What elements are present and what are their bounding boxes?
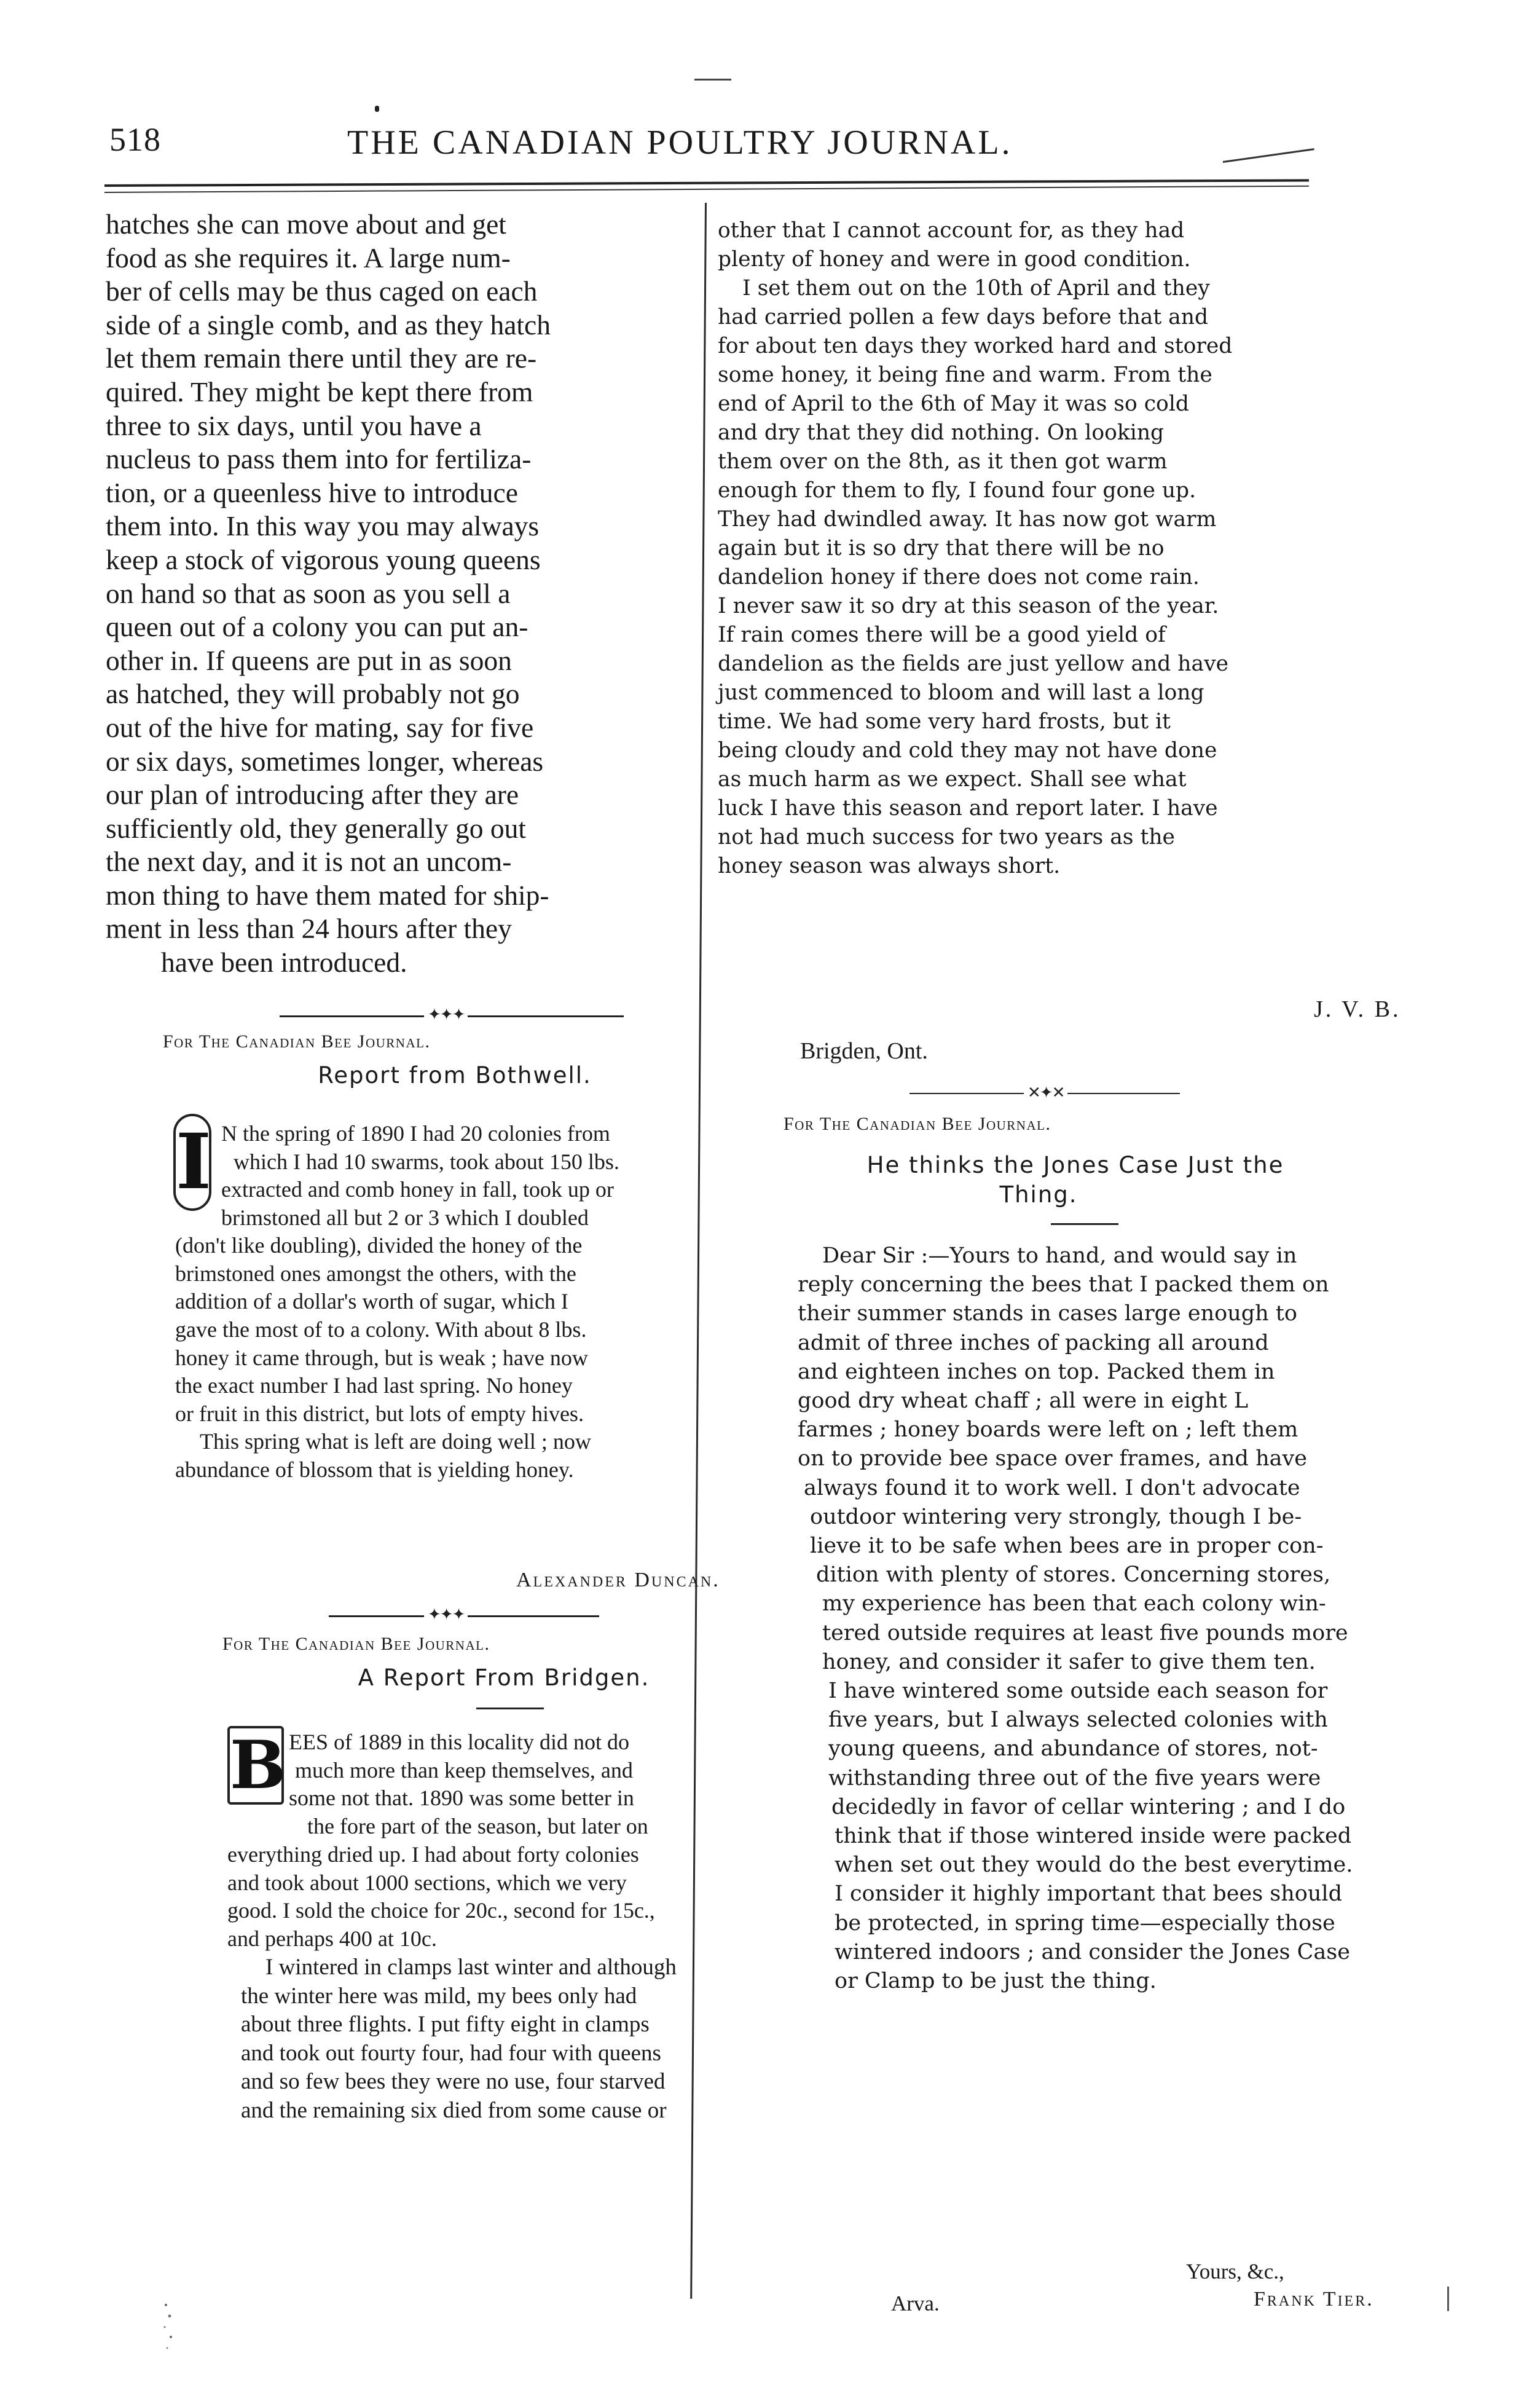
text-line: as much harm as we expect. Shall see what xyxy=(718,767,1187,792)
text-line: on hand so that as soon as you sell a xyxy=(106,577,511,609)
text-line: or six days, sometimes longer, whereas xyxy=(106,745,544,777)
ink-speck-marks xyxy=(159,2299,177,2354)
text-line: be protected, in spring time—especially those xyxy=(835,1910,1335,1936)
text-line: which I had 10 swarms, took about 150 lbs. xyxy=(234,1149,619,1174)
text-line: and perhaps 400 at 10c. xyxy=(227,1926,437,1951)
header-dot xyxy=(375,106,379,112)
article3-text xyxy=(798,1242,1412,1996)
text-line: EES of 1889 in this locality did not do xyxy=(289,1730,629,1754)
text-line: lieve it to be safe when bees are in proper con- xyxy=(810,1534,1324,1559)
text-line: enough for them to fly, I found four gone up. xyxy=(718,478,1196,503)
dateline-place: Brigden, Ont. xyxy=(800,1038,928,1064)
text-line: ber of cells may be thus caged on each xyxy=(106,275,538,307)
article-title: Report from Bothwell. xyxy=(318,1062,592,1089)
text-line: and the remaining six died from some cause or xyxy=(241,2097,667,2123)
text-line: abundance of blossom that is yielding honey. xyxy=(175,1457,574,1482)
text-line: think that if those wintered inside were packed xyxy=(835,1824,1352,1849)
text-line: good dry wheat chaff ; all were in eight L xyxy=(798,1389,1249,1414)
text-line: when set out they would do the best everytime. xyxy=(835,1853,1353,1878)
text-line: them into. In this way you may always xyxy=(106,510,540,542)
article2-text-c xyxy=(241,1953,843,2125)
text-line: hatches she can move about and get xyxy=(106,208,506,240)
text-line: farmes ; honey boards were left on ; left them xyxy=(798,1417,1298,1443)
text-line: nucleus to pass them into for fertiliza- xyxy=(106,443,532,475)
text-line: have been introduced. xyxy=(161,947,407,979)
text-line: other that I cannot account for, as they had xyxy=(718,218,1185,243)
text-line: had carried pollen a few days before that and xyxy=(718,305,1209,329)
article1-signature: Alexander Duncan. xyxy=(516,1569,720,1591)
article-title: He thinks the Jones Case Just the xyxy=(866,1152,1284,1178)
journal-title: THE CANADIAN POULTRY JOURNAL. xyxy=(347,124,1013,162)
header-mark xyxy=(694,79,731,81)
page-number: 518 xyxy=(109,121,161,158)
article-title: A Report From Bridgen. xyxy=(358,1664,650,1691)
text-line: and took out fourty four, had four with queens xyxy=(241,2040,661,2066)
text-line: on to provide bee space over frames, and have xyxy=(798,1446,1307,1471)
article-credit: For The Canadian Bee Journal. xyxy=(784,1114,1051,1134)
text-line: dandelion honey if there does not come rain. xyxy=(718,565,1200,589)
text-line: I never saw it so dry at this season of the year. xyxy=(718,594,1219,618)
text-line: three to six days, until you have a xyxy=(106,409,482,441)
ornament-knot-icon: ✦✦✦ xyxy=(424,1007,468,1023)
text-line: I consider it highly important that bees should xyxy=(835,1881,1343,1907)
text-line: some not that. 1890 was some better in xyxy=(289,1786,634,1811)
text-line: let them remain there until they are re- xyxy=(106,342,537,374)
text-line: plenty of honey and were in good condition. xyxy=(718,247,1191,272)
text-line: wintered indoors ; and consider the Jones Case xyxy=(835,1939,1350,1964)
dropcap-letter: B xyxy=(227,1726,284,1805)
article-title-line2: Thing. xyxy=(999,1181,1078,1208)
text-line: the next day, and it is not an uncom- xyxy=(106,846,512,878)
text-line: This spring what is left are doing well ; now xyxy=(200,1429,591,1454)
text-line: being cloudy and cold they may not have done xyxy=(718,738,1217,763)
text-line: outdoor wintering very strongly, though I be- xyxy=(810,1504,1302,1529)
text-line: out of the hive for mating, say for five xyxy=(106,711,534,743)
text-line: again but it is so dry that there will be no xyxy=(718,536,1165,561)
page-edge-mark xyxy=(1447,2287,1449,2311)
text-line: some honey, it being fine and warm. From the xyxy=(718,363,1212,387)
text-line: and dry that they did nothing. On looking xyxy=(718,420,1165,445)
text-line: (don't like doubling), divided the honey of the xyxy=(175,1233,583,1258)
text-line: tion, or a queenless hive to introduce xyxy=(106,476,518,508)
text-line: not had much success for two years as the xyxy=(718,825,1175,849)
text-line: admit of three inches of packing all around xyxy=(798,1330,1269,1355)
text-line: If rain comes there will be a good yield of xyxy=(718,623,1166,647)
text-line: the winter here was mild, my bees only had xyxy=(241,1983,637,2009)
text-line: reply concerning the bees that I packed them on xyxy=(798,1272,1329,1298)
text-line: quired. They might be kept there from xyxy=(106,376,533,408)
right-continuation-text xyxy=(718,216,1431,881)
text-line: and took about 1000 sections, which we very xyxy=(227,1870,627,1895)
text-line: I have wintered some outside each season for xyxy=(828,1679,1328,1704)
text-line: other in. If queens are put in as soon xyxy=(106,644,512,676)
text-line: ment in less than 24 hours after they xyxy=(106,913,512,945)
text-line: mon thing to have them mated for ship- xyxy=(106,879,549,911)
text-line: and eighteen inches on top. Packed them in xyxy=(798,1359,1275,1384)
text-line: them over on the 8th, as it then got warm xyxy=(718,449,1168,474)
text-line: for about ten days they worked hard and stored xyxy=(718,334,1233,358)
text-line: honey, and consider it safer to give them ten. xyxy=(822,1649,1316,1674)
text-line: dandelion as the fields are just yellow and have xyxy=(718,652,1228,676)
text-line: everything dried up. I had about forty colonies xyxy=(227,1842,639,1867)
text-line: as hatched, they will probably not go xyxy=(106,678,520,710)
article1-text-a xyxy=(221,1120,774,1176)
text-line: my experience has been that each colony win- xyxy=(822,1591,1326,1617)
article-signature: J. V. B. xyxy=(1314,996,1401,1022)
text-line: five years, but I always selected colonies with xyxy=(828,1708,1328,1733)
text-line: or fruit in this district, but lots of empty hives. xyxy=(175,1401,584,1426)
header-rule-thin xyxy=(104,186,1309,193)
text-line: sufficiently old, they generally go out xyxy=(106,812,527,844)
dateline-place: Arva. xyxy=(891,2291,940,2315)
text-line: withstanding three out of the five years were xyxy=(828,1765,1321,1790)
text-line: our plan of introducing after they are xyxy=(106,779,519,811)
text-line: end of April to the 6th of May it was so cold xyxy=(718,392,1189,416)
ornament-knot-icon: ✦✦✦ xyxy=(424,1607,468,1623)
article-credit: For The Canadian Bee Journal. xyxy=(222,1634,490,1654)
text-line: dition with plenty of stores. Concerning stores, xyxy=(816,1562,1331,1588)
text-line: Dear Sir :—Yours to hand, and would say in xyxy=(822,1243,1297,1268)
title-underline xyxy=(476,1708,544,1709)
text-line: side of a single comb, and as they hatch xyxy=(106,309,551,341)
text-line: queen out of a colony you can put an- xyxy=(106,611,528,643)
text-line: time. We had some very hard frosts, but it xyxy=(718,709,1171,734)
article-credit: For The Canadian Bee Journal. xyxy=(163,1031,431,1052)
text-line: gave the most of to a colony. With about 8 lbs. xyxy=(175,1317,587,1342)
text-line: good. I sold the choice for 20c., second for 15c., xyxy=(227,1898,655,1923)
text-line: brimstoned all but 2 or 3 which I doubled xyxy=(221,1205,589,1230)
text-line: I wintered in clamps last winter and although xyxy=(265,1955,677,1980)
text-line: They had dwindled away. It has now got warm xyxy=(718,507,1217,532)
text-line: about three flights. I put fifty eight in clamps xyxy=(241,2012,650,2037)
article1-text-b xyxy=(175,1176,777,1484)
text-line: honey season was always short. xyxy=(718,854,1061,878)
text-line: decidedly in favor of cellar wintering ; and I do xyxy=(831,1794,1346,1819)
text-line: young queens, and abundance of stores, not- xyxy=(828,1736,1318,1762)
header-rule-thick xyxy=(104,179,1309,187)
left-continuation-text xyxy=(106,208,726,980)
text-line: the exact number I had last spring. No honey xyxy=(175,1373,573,1398)
text-line: tered outside requires at least five pounds more xyxy=(822,1620,1348,1645)
dropcap-letter: I xyxy=(173,1114,211,1211)
text-line: brimstoned ones amongst the others, with the xyxy=(175,1261,576,1286)
text-line: luck I have this season and report later. I have xyxy=(718,796,1218,821)
article2-text-a xyxy=(289,1728,817,1840)
text-line: and so few bees they were no use, four starved xyxy=(241,2069,666,2094)
text-line: I set them out on the 10th of April and they xyxy=(742,276,1210,301)
text-line: addition of a dollar's worth of sugar, which I xyxy=(175,1289,568,1314)
ornament-knot-icon: ✕✦✕ xyxy=(1024,1085,1067,1101)
closing-salutation: Yours, &c., xyxy=(1186,2259,1284,2283)
text-line: or Clamp to be just the thing. xyxy=(835,1969,1157,1994)
text-line: honey it came through, but is weak ; have now xyxy=(175,1345,588,1370)
text-line: food as she requires it. A large num- xyxy=(106,242,511,274)
text-line: just commenced to bloom and will last a long xyxy=(718,680,1204,705)
article3-signature: Frank Tier. xyxy=(1254,2288,1374,2310)
title-underline xyxy=(1051,1223,1118,1225)
text-line: much more than keep themselves, and xyxy=(295,1757,633,1783)
text-line: their summer stands in cases large enough to xyxy=(798,1301,1297,1326)
header-rule-flourish xyxy=(1223,148,1314,163)
text-line: N the spring of 1890 I had 20 colonies from xyxy=(221,1121,610,1146)
text-line: always found it to work well. I don't advocate xyxy=(804,1475,1300,1500)
text-line: keep a stock of vigorous young queens xyxy=(106,543,541,575)
text-line: extracted and comb honey in fall, took up or xyxy=(221,1177,614,1202)
text-line: the fore part of the season, but later on xyxy=(307,1813,648,1838)
article2-text-b xyxy=(227,1841,823,1953)
